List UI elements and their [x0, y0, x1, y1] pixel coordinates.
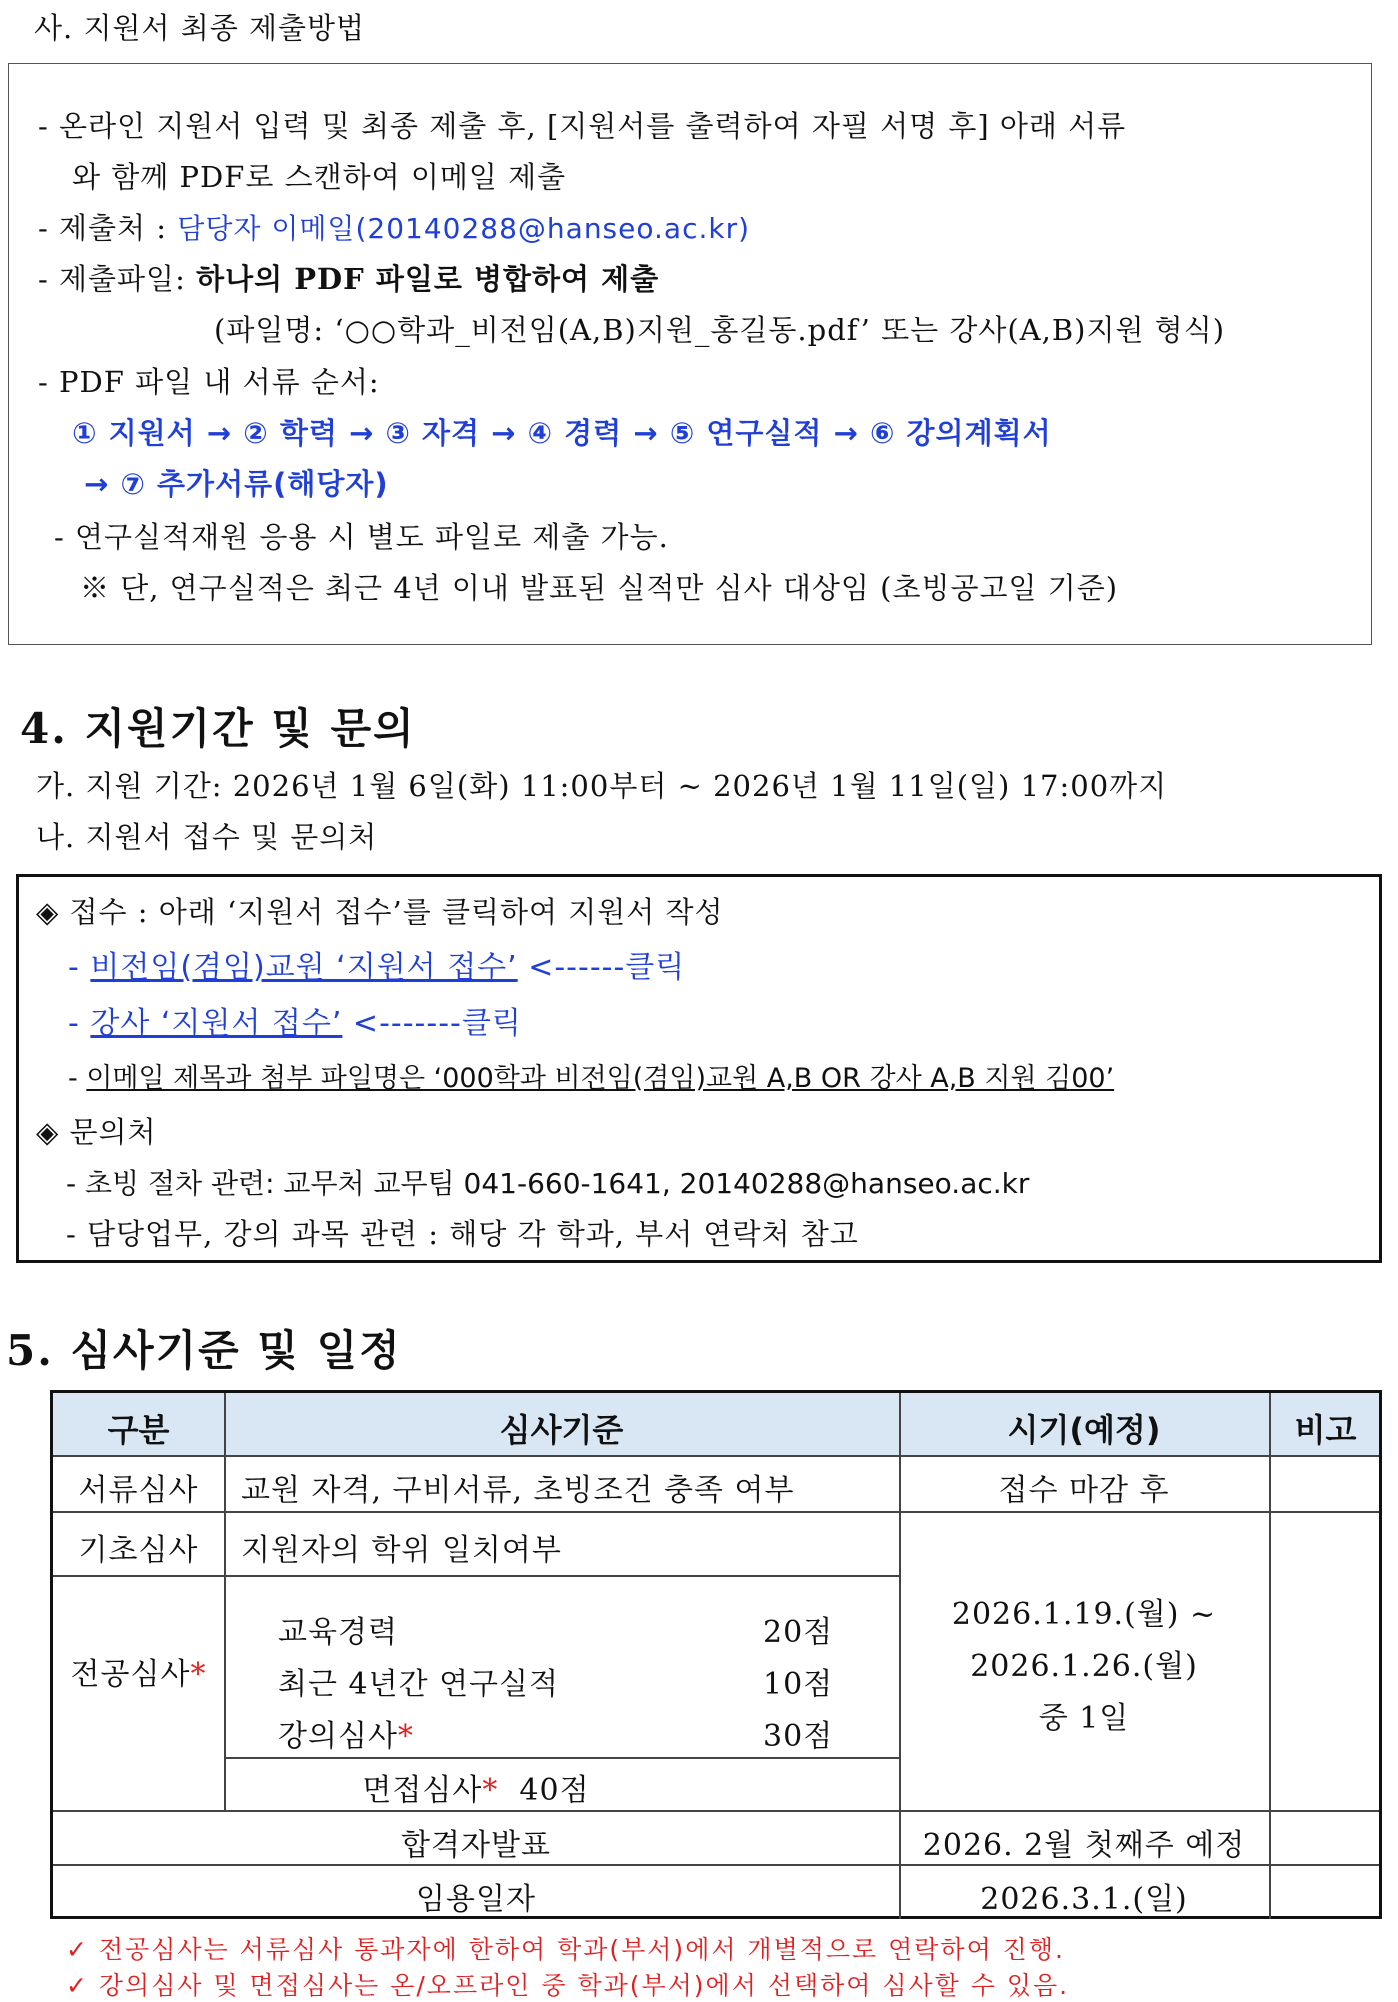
header-criteria: 심사기준 — [499, 1411, 624, 1449]
major-item-score: 20점 — [763, 1615, 834, 1650]
document-review-label: 서류심사 — [78, 1473, 199, 1508]
link2-row — [68, 998, 522, 1042]
major-item-star: * — [397, 1719, 414, 1754]
major-item-label — [278, 1659, 559, 1703]
basic-review-criteria: 지원자의 학위 일치여부 — [241, 1533, 562, 1568]
pdf-order-line-2: → ⑦ 추가서류(해당자) — [84, 467, 389, 501]
pdf-order-label: - PDF 파일 내 서류 순서: — [38, 365, 380, 399]
review-period-line-3: 중 1일 — [1038, 1701, 1130, 1736]
pdf-order-line-1: ① 지원서 → ② 학력 → ③ 자격 → ④ 경력 → ⑤ 연구실적 → ⑥ 강의계획서 — [72, 416, 1052, 450]
row-divider — [53, 1575, 899, 1577]
announcement-period: 2026. 2월 첫째주 예정 — [922, 1828, 1246, 1863]
section-sa-heading: 사. 지원서 최종 제출방법 — [34, 11, 366, 45]
research-separate-note: - 연구실적재원 응용 시 별도 파일로 제출 가능. — [54, 520, 669, 554]
section-5-heading: 5. 심사기준 및 일정 — [6, 1326, 402, 1375]
schedule-table — [50, 1390, 1382, 1919]
major-review-label — [53, 1649, 224, 1693]
interview-score: 40점 — [519, 1773, 590, 1808]
row-divider — [53, 1455, 1379, 1457]
interview-label: 면접심사 — [362, 1773, 483, 1808]
document-review-criteria: 교원 자격, 구비서류, 초빙조건 충족 여부 — [241, 1473, 795, 1508]
email-title-dash: - — [68, 1063, 87, 1094]
submission-line-1a: - 온라인 지원서 입력 및 최종 제출 후, [지원서를 출력하여 자필 서명 후] 아래 서류 — [38, 109, 1127, 143]
major-review-star: * — [190, 1657, 207, 1692]
interview-review — [53, 1765, 899, 1809]
major-item-score: 30점 — [763, 1719, 834, 1754]
review-period-line-1: 2026.1.19.(월) ~ — [951, 1597, 1217, 1632]
row-divider — [53, 1810, 1379, 1812]
link2-click-hint: <-------클릭 — [342, 1006, 522, 1041]
link1-click-hint: <------클릭 — [517, 950, 686, 985]
review-period-line-2: 2026.1.26.(월) — [970, 1649, 1198, 1684]
major-item-label — [278, 1711, 414, 1755]
link1-row — [68, 942, 685, 986]
major-review-text: 전공심사 — [70, 1657, 191, 1692]
inquiry-line-1: - 초빙 절차 관련: 교무처 교무팀 041-660-1641, 20140288@hanseo.ac.kr — [66, 1167, 1030, 1200]
email-title-row — [68, 1056, 1114, 1095]
submission-file-value: 하나의 PDF 파일로 병합하여 제출 — [196, 262, 660, 296]
major-item-text: 강의심사 — [278, 1719, 398, 1754]
document-review-period: 접수 마감 후 — [998, 1473, 1170, 1508]
inquiry-line-2: - 담당업무, 강의 과목 관련 : 해당 각 학과, 부서 연락처 참고 — [66, 1217, 859, 1251]
row-divider — [53, 1511, 1379, 1513]
file-name-format: (파일명: ‘○○학과_비전임(A,B)지원_홍길동.pdf’ 또는 강사(A,B)지원 형식) — [214, 313, 1226, 347]
submission-target — [38, 206, 750, 247]
major-item-text: 최근 4년간 연구실적 — [278, 1667, 559, 1702]
appointment-date: 2026.3.1.(일) — [980, 1882, 1188, 1917]
col-divider — [1269, 1393, 1271, 1919]
email-title-rule: 이메일 제목과 첨부 파일명은 ‘000학과 비전임(겸임)교원 A,B OR 강사 A,B 지원 김00’ — [86, 1063, 1115, 1094]
row-divider — [224, 1757, 899, 1759]
row-divider — [53, 1864, 1379, 1866]
adjunct-apply-link[interactable]: 비전임(겸임)교원 ‘지원서 접수’ — [90, 950, 518, 985]
header-period: 시기(예정) — [1007, 1411, 1161, 1449]
research-period-note: ※ 단, 연구실적은 최근 4년 이내 발표된 실적만 심사 대상임 (초빙공고일 기준) — [80, 571, 1119, 605]
basic-review-label: 기초심사 — [78, 1533, 199, 1568]
major-item-text: 교육경력 — [278, 1615, 398, 1650]
receipt-line: ◈ 접수 : 아래 ‘지원서 접수’를 클릭하여 지원서 작성 — [36, 895, 724, 929]
major-item-score: 10점 — [763, 1667, 834, 1702]
submission-file-label: - 제출파일: — [38, 262, 197, 296]
application-period: 가. 지원 기간: 2026년 1월 6일(화) 11:00부터 ~ 2026년 1월 11일(일) 17:00까지 — [36, 769, 1168, 803]
interview-star: * — [482, 1773, 499, 1808]
link2-dash: - — [68, 1006, 91, 1041]
appointment-label: 임용일자 — [416, 1882, 536, 1917]
section-4-heading: 4. 지원기간 및 문의 — [20, 704, 416, 753]
lecturer-apply-link[interactable]: 강사 ‘지원서 접수’ — [90, 1006, 343, 1041]
contact-heading: 나. 지원서 접수 및 문의처 — [36, 820, 378, 854]
inquiry-heading: ◈ 문의처 — [36, 1115, 157, 1149]
link1-dash: - — [68, 950, 91, 985]
submission-target-label: - 제출처 : — [38, 211, 178, 245]
submission-line-1b: 와 함께 PDF로 스캔하여 이메일 제출 — [72, 160, 567, 194]
submission-email: 담당자 이메일(20140288@hanseo.ac.kr) — [177, 212, 751, 245]
note-lecture-interview: ✓ 강의심사 및 면접심사는 온/오프라인 중 학과(부서)에서 선택하여 심사할 수 있음. — [66, 1971, 1070, 2000]
major-item-label — [278, 1607, 398, 1651]
note-major-review: ✓ 전공심사는 서류심사 통과자에 한하여 학과(부서)에서 개별적으로 연락하여 진행. — [66, 1935, 1065, 1964]
submission-file — [38, 257, 659, 298]
submission-method-box — [8, 63, 1372, 645]
announcement-label: 합격자발표 — [401, 1828, 551, 1863]
header-remarks: 비고 — [1294, 1411, 1357, 1449]
header-category: 구분 — [107, 1411, 170, 1449]
